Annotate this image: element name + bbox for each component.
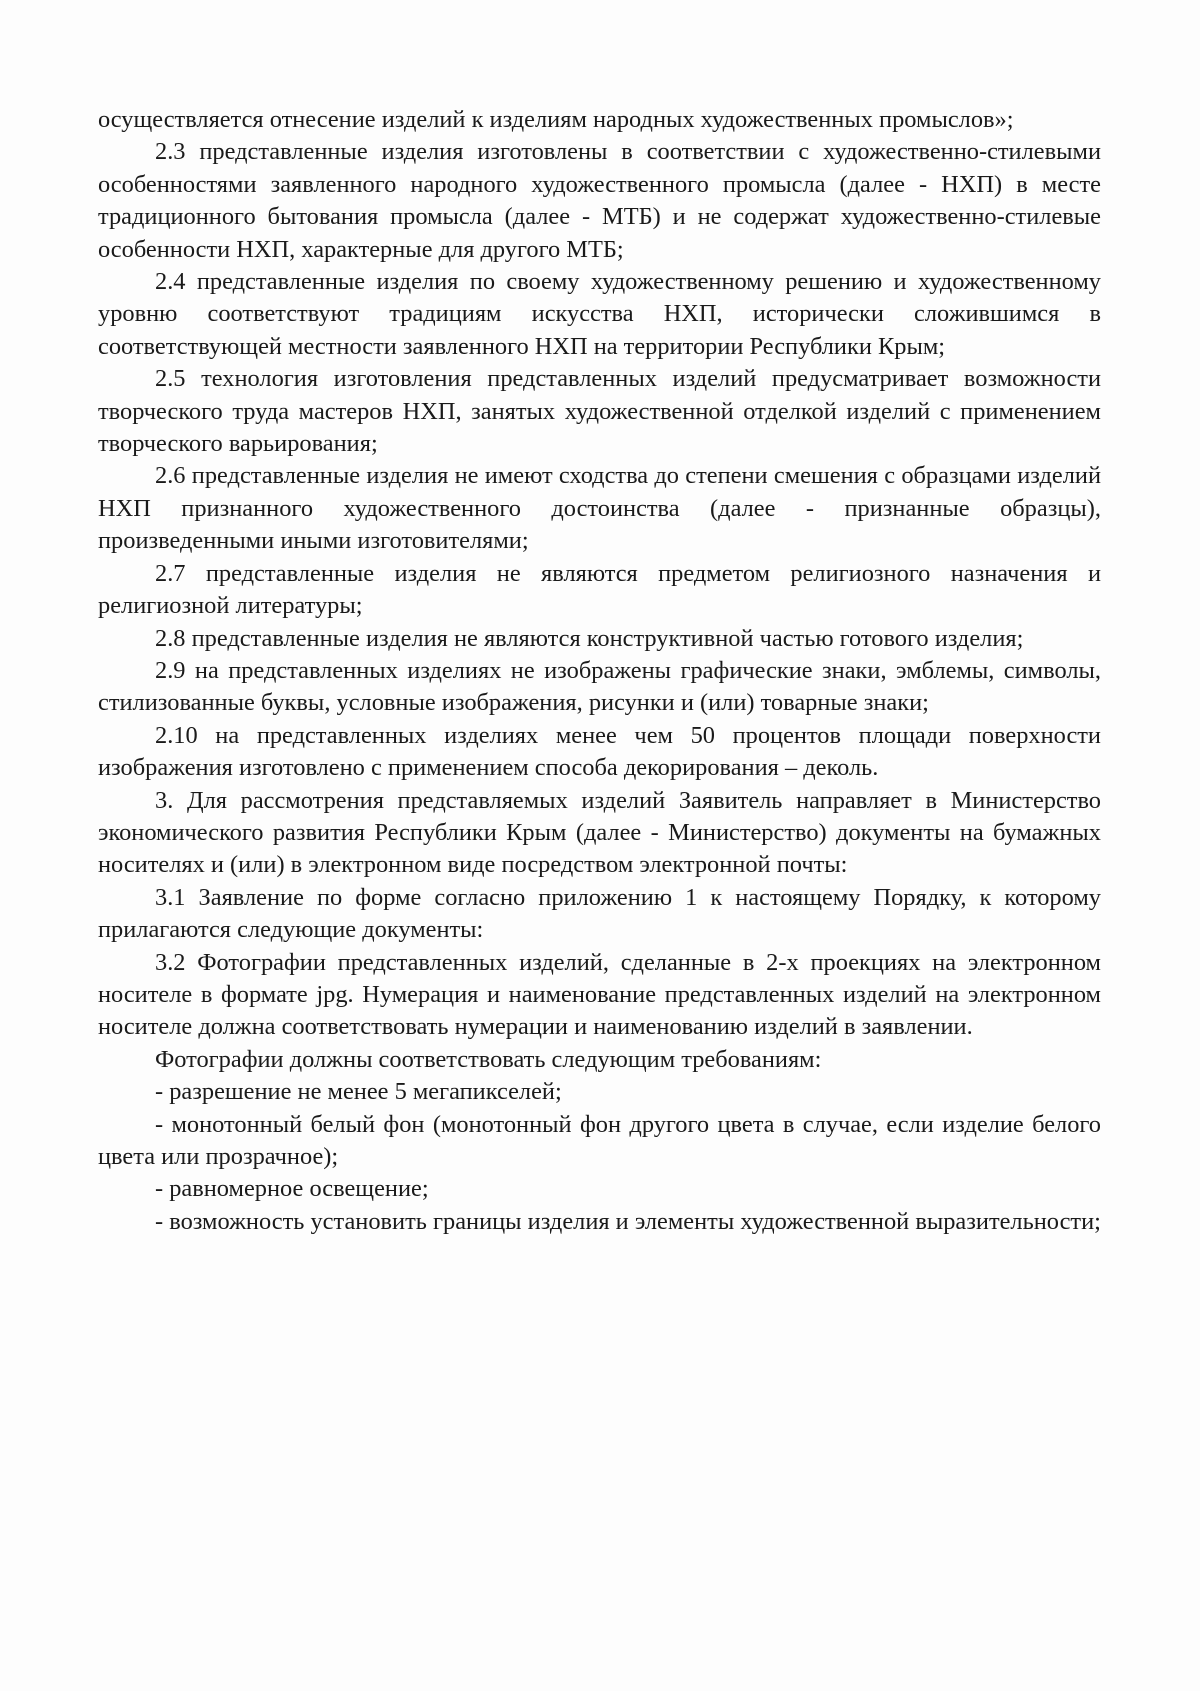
document-body (98, 104, 1101, 1238)
paragraph-photo-requirements: Фотографии должны соответствовать следующим требованиям: (155, 1045, 822, 1073)
paragraph-2-6: 2.6 представленные изделия не имеют сходства до степени смешения с образцами изделий НХП признанного художественного достоинства (далее - признанные образцы), произведенными иными изготовителями; (98, 462, 1101, 555)
paragraph-3-2: 3.2 Фотографии представленных изделий, сделанные в 2-х проекциях на электронном носителе в формате jpg. Нумерация и наименование представленных изделий на электронном носителе должна соответствовать нумерации и наименованию изделий в заявлении. (98, 948, 1101, 1041)
list-item-resolution: - разрешение не менее 5 мегапикселей; (155, 1078, 562, 1106)
list-item-lighting: - равномерное освещение; (155, 1175, 429, 1203)
list-item-background: - монотонный белый фон (монотонный фон другого цвета в случае, если изделие белого цвета или прозрачное); (98, 1110, 1101, 1170)
paragraph-continuation: осуществляется отнесение изделий к изделиям народных художественных промыслов»; (98, 106, 1014, 133)
list-item-boundaries: - возможность установить границы изделия и элементы художественной выразительности; (155, 1207, 1101, 1235)
paragraph-2-8: 2.8 представленные изделия не являются конструктивной частью готового изделия; (155, 624, 1024, 652)
paragraph-2-9: 2.9 на представленных изделиях не изображены графические знаки, эмблемы, символы, стилизованные буквы, условные изображения, рисунки и (или) товарные знаки; (98, 656, 1101, 717)
paragraph-3: 3. Для рассмотрения представляемых изделий Заявитель направляет в Министерство экономического развития Республики Крым (далее - Министерство) документы на бумажных носителях и (или) в электронном виде посредством электронной почты: (98, 786, 1101, 879)
paragraph-2-7: 2.7 представленные изделия не являются предметом религиозного назначения и религиозной литературы; (98, 559, 1101, 620)
paragraph-2-3: 2.3 представленные изделия изготовлены в соответствии с художественно-стилевыми особенностями заявленного народного художественного промысла (далее - НХП) в месте традиционного бытования промысла (далее - МТБ) и не содержат художественно-стилевые особенности НХП, характерные для другого МТБ; (98, 138, 1101, 263)
paragraph-2-10: 2.10 на представленных изделиях менее чем 50 процентов площади поверхности изображения изготовлено с применением способа декорирования – деколь. (98, 721, 1101, 782)
paragraph-2-4: 2.4 представленные изделия по своему художественному решению и художественному уровню соответствуют традициям искусства НХП, исторически сложившимся в соответствующей местности заявленного НХП на территории Республики Крым; (98, 268, 1101, 360)
paragraph-2-5: 2.5 технология изготовления представленных изделий предусматривает возможности творческого труда мастеров НХП, занятых художественной отделкой изделий с применением творческого варьирования; (98, 365, 1101, 458)
paragraph-3-1: 3.1 Заявление по форме согласно приложению 1 к настоящему Порядку, к которому прилагаются следующие документы: (98, 883, 1101, 944)
